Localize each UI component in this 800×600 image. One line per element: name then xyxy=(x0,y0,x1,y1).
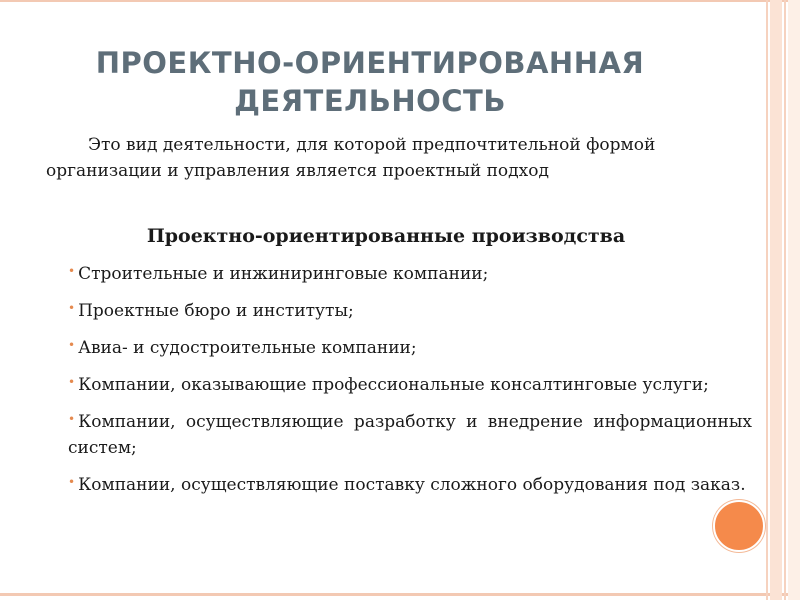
list-item: • Компании, осуществляющие разработку и внедрение информационных систем; xyxy=(68,412,752,458)
decorative-stripe xyxy=(766,0,768,600)
bullet-icon: • xyxy=(68,301,76,315)
slide-top-border xyxy=(0,0,800,2)
list-item: • Компании, осуществляющие поставку сложного оборудования под заказ. xyxy=(68,475,746,495)
list-item: • Проектные бюро и институты; xyxy=(68,301,354,321)
bullet-list xyxy=(68,258,752,506)
bullet-icon: • xyxy=(68,375,76,389)
decorative-stripe xyxy=(788,0,800,600)
decorative-stripe xyxy=(784,0,786,600)
bullet-icon: • xyxy=(68,412,76,426)
slide-bottom-border xyxy=(0,593,800,596)
decorative-orange-circle xyxy=(713,500,765,552)
section-subtitle: Проектно-ориентированные производства xyxy=(146,225,626,247)
bullet-icon: • xyxy=(68,338,76,352)
list-item: • Компании, оказывающие профессиональные консалтинговые услуги; xyxy=(68,375,709,395)
bullet-icon: • xyxy=(68,475,76,489)
list-item: • Авиа- и судостроительные компании; xyxy=(68,338,417,358)
decorative-stripe xyxy=(770,0,782,600)
intro-text: Это вид деятельности, для которой предпочтительной формой организации и управления является проектный подход xyxy=(46,135,656,181)
bullet-icon: • xyxy=(68,264,76,278)
intro-paragraph xyxy=(46,132,706,184)
list-item: • Строительные и инжиниринговые компании; xyxy=(68,264,489,284)
slide-title: ПРОЕКТНО-ОРИЕНТИРОВАННАЯ ДЕЯТЕЛЬНОСТЬ xyxy=(95,46,645,118)
